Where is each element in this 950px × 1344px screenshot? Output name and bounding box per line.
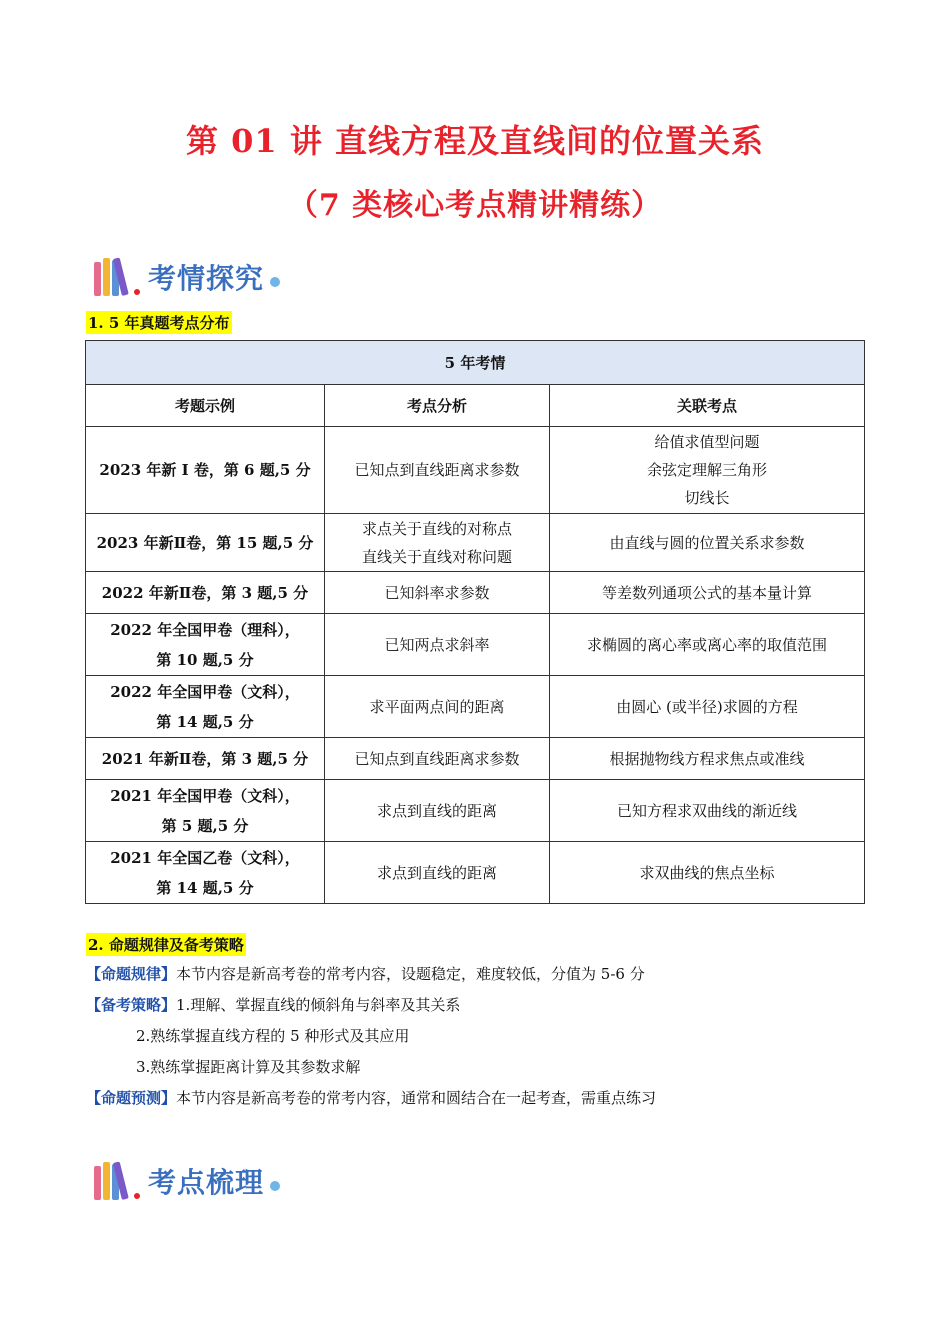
page-subtitle: （7 类核心考点精讲精练） bbox=[287, 188, 663, 223]
cell-line: 根据抛物线方程求焦点或准线 bbox=[609, 749, 805, 768]
cell-line: 2023 年新 I 卷，第 6 题,5 分 bbox=[99, 461, 311, 479]
related-cell bbox=[550, 514, 865, 572]
cell-line: 求平面两点间的距离 bbox=[369, 697, 505, 716]
cell-line: 求点到直线的距离 bbox=[376, 863, 497, 882]
prep-item: 3.熟练掌握距离计算及其参数求解 bbox=[136, 1058, 361, 1076]
exam-cell bbox=[86, 780, 325, 842]
table-row bbox=[86, 427, 865, 514]
rule-tag: 【命题规律】 bbox=[86, 965, 177, 983]
cell-line: 2022 年全国甲卷（文科）， bbox=[110, 682, 300, 701]
table-caption: 5 年考情 bbox=[86, 341, 865, 385]
analysis-cell bbox=[325, 427, 550, 514]
cell-line: 切线长 bbox=[684, 489, 730, 507]
exam-cell bbox=[86, 614, 325, 676]
cell-line: 直线关于直线对称问题 bbox=[361, 547, 512, 566]
table-row bbox=[86, 614, 865, 676]
cell-line: 2021 年全国乙卷（文科）， bbox=[110, 848, 300, 867]
cell-line: 求点到直线的距离 bbox=[376, 801, 497, 820]
exam-cell bbox=[86, 842, 325, 904]
table-row bbox=[86, 780, 865, 842]
table-row bbox=[86, 842, 865, 904]
analysis-cell bbox=[325, 614, 550, 676]
exam-cell bbox=[86, 427, 325, 514]
cell-line: 第 14 题,5 分 bbox=[156, 712, 254, 731]
cell-line: 已知两点求斜率 bbox=[384, 635, 490, 654]
rule-text: 本节内容是新高考卷的常考内容，设题稳定，难度较低，分值为 5-6 分 bbox=[176, 965, 645, 983]
analysis-cell bbox=[325, 514, 550, 572]
predict-paragraph bbox=[86, 1087, 656, 1109]
cell-line: 已知方程求双曲线的渐近线 bbox=[616, 801, 797, 820]
table-row bbox=[86, 514, 865, 572]
related-cell bbox=[550, 676, 865, 738]
banner-title: 考点梳理 bbox=[148, 1166, 265, 1199]
analysis-cell bbox=[325, 738, 550, 780]
related-cell bbox=[550, 738, 865, 780]
cell-line: 求双曲线的焦点坐标 bbox=[639, 863, 775, 882]
analysis-cell bbox=[325, 676, 550, 738]
related-cell bbox=[550, 614, 865, 676]
exam-cell bbox=[86, 514, 325, 572]
table-row bbox=[86, 676, 865, 738]
cell-line: 等差数列通项公式的基本量计算 bbox=[601, 583, 812, 602]
cell-line: 由直线与圆的位置关系求参数 bbox=[609, 533, 805, 552]
cell-line: 求椭圆的离心率或离心率的取值范围 bbox=[586, 635, 827, 654]
banner-title: 考情探究 bbox=[148, 262, 265, 295]
cell-line: 2022 年新Ⅱ卷，第 3 题,5 分 bbox=[101, 583, 309, 602]
section-banner-exam-analysis bbox=[92, 254, 280, 300]
table-row bbox=[86, 572, 865, 614]
section-banner-knowledge bbox=[92, 1158, 280, 1204]
exam-cell bbox=[86, 572, 325, 614]
section-heading-distribution: 1. 5 年真题考点分布 bbox=[86, 311, 232, 334]
analysis-cell bbox=[325, 842, 550, 904]
cell-line: 2022 年全国甲卷（理科）， bbox=[110, 620, 300, 639]
table-header-row bbox=[86, 385, 865, 427]
page-title: 第 01 讲 直线方程及直线间的位置关系 bbox=[186, 122, 764, 160]
related-cell bbox=[550, 427, 865, 514]
related-cell bbox=[550, 780, 865, 842]
cell-line: 第 10 题,5 分 bbox=[156, 650, 254, 669]
cell-line: 第 5 题,5 分 bbox=[161, 816, 249, 835]
cell-line: 给值求值型问题 bbox=[654, 433, 760, 451]
dot-icon bbox=[270, 277, 280, 287]
cell-line: 已知斜率求参数 bbox=[384, 583, 490, 602]
cell-line: 2021 年全国甲卷（文科）， bbox=[110, 786, 300, 805]
cell-line: 已知点到直线距离求参数 bbox=[354, 749, 520, 768]
cell-line: 由圆心 (或半径)求圆的方程 bbox=[616, 697, 798, 716]
cell-line: 已知点到直线距离求参数 bbox=[354, 461, 520, 479]
analysis-cell bbox=[325, 780, 550, 842]
cell-line: 2021 年新Ⅱ卷，第 3 题,5 分 bbox=[101, 749, 309, 768]
section-heading-strategy: 2. 命题规律及备考策略 bbox=[86, 933, 246, 956]
cell-line: 余弦定理解三角形 bbox=[646, 461, 767, 479]
prep-tag: 【备考策略】 bbox=[86, 996, 177, 1014]
analysis-cell bbox=[325, 572, 550, 614]
related-cell bbox=[550, 842, 865, 904]
predict-text: 本节内容是新高考卷的常考内容，通常和圆结合在一起考查，需重点练习 bbox=[176, 1089, 657, 1107]
prep-item: 1.理解、掌握直线的倾斜角与斜率及其关系 bbox=[176, 996, 461, 1014]
cell-line: 求点关于直线的对称点 bbox=[361, 519, 512, 538]
cell-line: 2023 年新Ⅱ卷，第 15 题,5 分 bbox=[96, 533, 314, 552]
predict-tag: 【命题预测】 bbox=[86, 1089, 177, 1107]
cell-line: 第 14 题,5 分 bbox=[156, 878, 254, 897]
col-header: 考题示例 bbox=[86, 385, 325, 427]
col-header: 考点分析 bbox=[325, 385, 550, 427]
exam-cell bbox=[86, 676, 325, 738]
rule-paragraph bbox=[86, 963, 645, 985]
books-icon bbox=[92, 1160, 138, 1202]
exam-cell bbox=[86, 738, 325, 780]
dot-icon bbox=[270, 1181, 280, 1191]
col-header: 关联考点 bbox=[550, 385, 865, 427]
table-row bbox=[86, 738, 865, 780]
prep-paragraph bbox=[86, 994, 460, 1016]
prep-item: 2.熟练掌握直线方程的 5 种形式及其应用 bbox=[136, 1027, 410, 1045]
related-cell bbox=[550, 572, 865, 614]
exam-table bbox=[85, 340, 865, 904]
books-icon bbox=[92, 256, 138, 298]
